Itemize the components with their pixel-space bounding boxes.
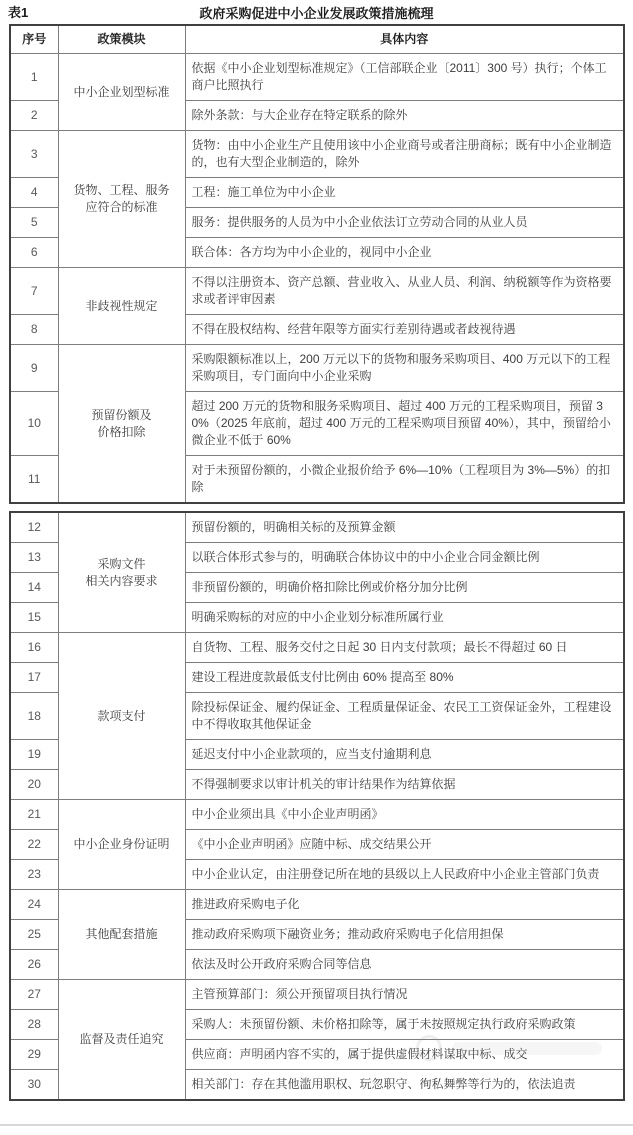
row-number-cell: 7	[10, 268, 58, 315]
content-cell: 《中小企业声明函》应随中标、成交结果公开	[185, 830, 624, 860]
row-number-cell: 1	[10, 54, 58, 101]
content-cell: 非预留份额的，明确价格扣除比例或价格分加分比例	[185, 573, 624, 603]
row-number-cell: 2	[10, 101, 58, 131]
module-cell: 款项支付	[58, 633, 185, 800]
content-cell: 采购人：未预留份额、未价格扣除等，属于未按照规定执行政府采购政策	[185, 1010, 624, 1040]
table-row	[10, 980, 624, 1010]
module-cell: 非歧视性规定	[58, 268, 185, 345]
table-row	[10, 890, 624, 920]
table-row	[10, 345, 624, 392]
col-header-module: 政策模块	[58, 25, 185, 54]
table-row	[10, 268, 624, 315]
content-cell: 预留份额的，明确相关标的及预算金额	[185, 512, 624, 543]
content-cell: 延迟支付中小企业款项的，应当支付逾期利息	[185, 740, 624, 770]
row-number-cell: 5	[10, 208, 58, 238]
row-number-cell: 23	[10, 860, 58, 890]
col-header-content: 具体内容	[185, 25, 624, 54]
row-number-cell: 6	[10, 238, 58, 268]
page-title: 政府采购促进中小企业发展政策措施梳理	[199, 6, 434, 21]
content-cell: 推动政府采购项下融资业务；推动政府采购电子化信用担保	[185, 920, 624, 950]
content-cell: 不得以注册资本、资产总额、营业收入、从业人员、利润、纳税额等作为资格要求或者评审因素	[185, 268, 624, 315]
table-row	[10, 131, 624, 178]
policy-table-part-2	[9, 511, 625, 1101]
bottom-divider	[0, 1124, 633, 1126]
content-cell: 不得强制要求以审计机关的审计结果作为结算依据	[185, 770, 624, 800]
row-number-cell: 30	[10, 1070, 58, 1101]
module-cell: 其他配套措施	[58, 890, 185, 980]
content-cell: 中小企业须出具《中小企业声明函》	[185, 800, 624, 830]
module-cell: 监督及责任追究	[58, 980, 185, 1101]
content-cell: 工程：施工单位为中小企业	[185, 178, 624, 208]
row-number-cell: 21	[10, 800, 58, 830]
content-cell: 建设工程进度款最低支付比例由 60% 提高至 80%	[185, 663, 624, 693]
row-number-cell: 13	[10, 543, 58, 573]
row-number-cell: 20	[10, 770, 58, 800]
module-cell: 货物、工程、服务 应符合的标准	[58, 131, 185, 268]
row-number-cell: 12	[10, 512, 58, 543]
content-cell: 依法及时公开政府采购合同等信息	[185, 950, 624, 980]
table-row	[10, 800, 624, 830]
title-bar	[0, 0, 633, 22]
row-number-cell: 24	[10, 890, 58, 920]
content-cell: 相关部门：存在其他滥用职权、玩忽职守、徇私舞弊等行为的，依法追责	[185, 1070, 624, 1101]
content-cell: 除投标保证金、履约保证金、工程质量保证金、农民工工资保证金外，工程建设中不得收取其他保证金	[185, 693, 624, 740]
module-cell: 中小企业身份证明	[58, 800, 185, 890]
row-number-cell: 4	[10, 178, 58, 208]
content-cell: 联合体：各方均为中小企业的，视同中小企业	[185, 238, 624, 268]
table-row	[10, 512, 624, 543]
row-number-cell: 26	[10, 950, 58, 980]
policy-table-part-1	[9, 24, 625, 504]
content-cell: 对于未预留份额的，小微企业报价给予 6%—10%（工程项目为 3%—5%）的扣除	[185, 456, 624, 504]
content-cell: 除外条款：与大企业存在特定联系的除外	[185, 101, 624, 131]
content-cell: 不得在股权结构、经营年限等方面实行差别待遇或者歧视待遇	[185, 315, 624, 345]
row-number-cell: 10	[10, 392, 58, 456]
header-row	[10, 25, 624, 54]
content-cell: 服务：提供服务的人员为中小企业依法订立劳动合同的从业人员	[185, 208, 624, 238]
content-cell: 采购限额标准以上，200 万元以下的货物和服务采购项目、400 万元以下的工程采购项目，专门面向中小企业采购	[185, 345, 624, 392]
table-label: 表1	[8, 5, 29, 20]
row-number-cell: 15	[10, 603, 58, 633]
module-cell: 预留份额及 价格扣除	[58, 345, 185, 504]
module-cell: 中小企业划型标准	[58, 54, 185, 131]
content-cell: 供应商：声明函内容不实的，属于提供虚假材料谋取中标、成交	[185, 1040, 624, 1070]
row-number-cell: 11	[10, 456, 58, 504]
row-number-cell: 14	[10, 573, 58, 603]
row-number-cell: 27	[10, 980, 58, 1010]
content-cell: 中小企业认定，由注册登记所在地的县级以上人民政府中小企业主管部门负责	[185, 860, 624, 890]
col-header-index: 序号	[10, 25, 58, 54]
row-number-cell: 19	[10, 740, 58, 770]
row-number-cell: 8	[10, 315, 58, 345]
row-number-cell: 28	[10, 1010, 58, 1040]
row-number-cell: 22	[10, 830, 58, 860]
content-cell: 超过 200 万元的货物和服务采购项目、超过 400 万元的工程采购项目，预留 30%（2025 年底前，超过 400 万元的工程采购项目预留 40%），其中，预留给小微企业不低于 60%	[185, 392, 624, 456]
row-number-cell: 18	[10, 693, 58, 740]
content-cell: 货物：由中小企业生产且使用该中小企业商号或者注册商标；既有中小企业制造的，也有大型企业制造的，除外	[185, 131, 624, 178]
content-cell: 主管预算部门：须公开预留项目执行情况	[185, 980, 624, 1010]
row-number-cell: 25	[10, 920, 58, 950]
table-row	[10, 54, 624, 101]
row-number-cell: 17	[10, 663, 58, 693]
row-number-cell: 3	[10, 131, 58, 178]
content-cell: 自货物、工程、服务交付之日起 30 日内支付款项；最长不得超过 60 日	[185, 633, 624, 663]
content-cell: 推进政府采购电子化	[185, 890, 624, 920]
module-cell: 采购文件 相关内容要求	[58, 512, 185, 633]
content-cell: 以联合体形式参与的，明确联合体协议中的中小企业合同金额比例	[185, 543, 624, 573]
content-cell: 明确采购标的对应的中小企业划分标准所属行业	[185, 603, 624, 633]
content-cell: 依据《中小企业划型标准规定》（工信部联企业〔2011〕300 号）执行；个体工商户比照执行	[185, 54, 624, 101]
row-number-cell: 29	[10, 1040, 58, 1070]
row-number-cell: 9	[10, 345, 58, 392]
table-row	[10, 633, 624, 663]
row-number-cell: 16	[10, 633, 58, 663]
policy-table-container	[0, 24, 633, 1101]
